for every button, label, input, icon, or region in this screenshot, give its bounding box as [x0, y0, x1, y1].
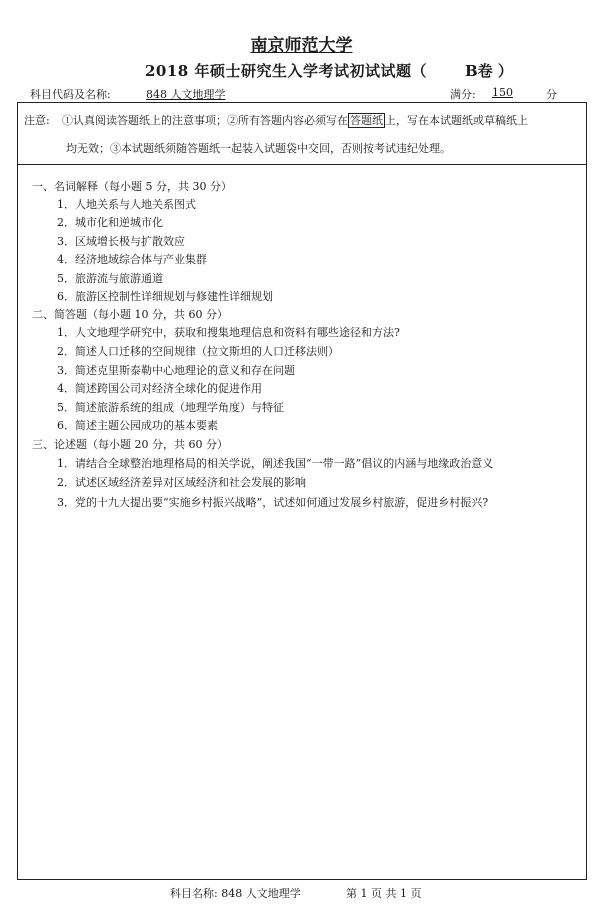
notice-line-2: 均无效；③本试题纸须随答题纸一起装入试题袋中交回，否则按考试违纪处理。: [66, 142, 451, 155]
subject-code: 848: [146, 88, 167, 101]
notice-line-1: [62, 112, 528, 128]
question-item: 4．简述跨国公司对经济全球化的促进作用: [57, 382, 262, 395]
section-title: 三、论述题（每小题 20 分，共 60 分）: [32, 438, 228, 451]
paper-version: B卷 ）: [465, 62, 513, 80]
full-score-label: 满分:: [450, 88, 476, 101]
full-score-unit: 分: [546, 88, 557, 101]
notice-line-1-a: ①认真阅读答题纸上的注意事项；②所有答题内容必须写在: [62, 114, 348, 127]
question-item: 3．党的十九大提出要“实施乡村振兴战略”，试述如何通过发展乡村旅游，促进乡村振兴?: [57, 496, 489, 509]
question-item: 2．试述区域经济差异对区域经济和社会发展的影响: [57, 476, 306, 489]
notice-label: 注意:: [24, 114, 50, 127]
subject-code-label: 科目代码及名称:: [30, 88, 111, 101]
university-name: 南京师范大学: [250, 36, 353, 56]
subject-code-name: [146, 86, 226, 102]
section-title: 一、名词解释（每小题 5 分，共 30 分）: [32, 180, 232, 193]
footer-subject-code: 848: [221, 887, 243, 900]
notice-line-1-b: 上，写在本试题纸或草稿纸上: [385, 114, 528, 127]
footer-subject-name: 人文地理学: [245, 887, 301, 900]
question-item: 2．城市化和逆城市化: [57, 216, 163, 229]
footer-page-info: 第 1 页 共 1 页: [346, 887, 422, 900]
subject-name: 人文地理学: [170, 88, 226, 101]
question-item: 2．简述人口迁移的空间规律（拉文斯坦的人口迁移法则）: [57, 345, 339, 358]
question-item: 3．区域增长极与扩散效应: [57, 235, 185, 248]
question-item: 1．人地关系与人地关系图式: [57, 198, 196, 211]
answer-sheet-highlight: 答题纸: [350, 114, 383, 127]
section-title: 二、简答题（每小题 10 分，共 60 分）: [32, 308, 228, 321]
footer-subject: [170, 885, 301, 901]
exam-title: 2018 年硕士研究生入学考试初试试题（: [145, 62, 427, 80]
question-item: 5．旅游流与旅游通道: [57, 272, 163, 285]
question-item: 4．经济地域综合体与产业集群: [57, 253, 207, 266]
full-score: 150: [492, 86, 513, 99]
question-item: 5．简述旅游系统的组成（地理学角度）与特征: [57, 401, 284, 414]
question-item: 1．人文地理学研究中，获取和搜集地理信息和资料有哪些途径和方法?: [57, 326, 400, 339]
question-item: 6．简述主题公园成功的基本要素: [57, 419, 218, 432]
question-item: 1．请结合全球整治地理格局的相关学说，阐述我国“一带一路”倡议的内涵与地缘政治意义: [57, 457, 494, 470]
footer-subject-label: 科目名称:: [170, 887, 218, 900]
question-item: 3．简述克里斯泰勒中心地理论的意义和存在问题: [57, 364, 295, 377]
question-item: 6．旅游区控制性详细规划与修建性详细规划: [57, 290, 273, 303]
